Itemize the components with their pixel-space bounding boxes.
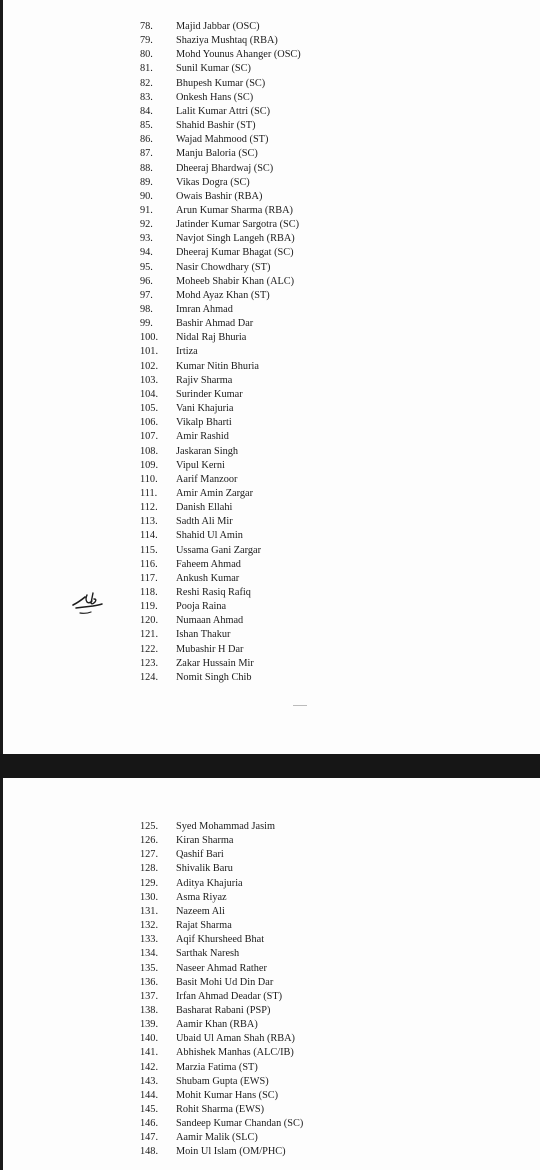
document-page-2 (3, 778, 540, 1170)
entry-number: 141. (140, 1047, 159, 1059)
entry-number: 103. (140, 374, 159, 386)
entry-name: Vipul Kerni (176, 459, 225, 471)
entry-number: 138. (140, 1004, 159, 1016)
entry-name: Abhishek Manhas (ALC/IB) (176, 1047, 294, 1059)
entry-name: Ubaid Ul Aman Shah (RBA) (176, 1033, 295, 1045)
entry-number: 102. (140, 360, 159, 372)
entry-name: Mohd Ayaz Khan (ST) (176, 289, 270, 301)
page-gap (0, 754, 540, 778)
entry-name: Sunil Kumar (SC) (176, 63, 251, 75)
entry-name: Wajad Mahmood (ST) (176, 134, 269, 146)
entry-number: 89. (140, 176, 153, 188)
entry-number: 84. (140, 105, 153, 117)
entry-name: Vani Khajuria (176, 403, 234, 415)
entry-name: Qashif Bari (176, 849, 224, 861)
entry-name: Ishan Thakur (176, 629, 231, 641)
entry-number: 125. (140, 821, 159, 832)
entry-number: 101. (140, 346, 159, 358)
entry-number: 145. (140, 1104, 159, 1115)
entry-number: 90. (140, 190, 153, 202)
entry-name: Sarthak Naresh (176, 948, 240, 960)
entry-name: Asma Riyaz (176, 891, 227, 903)
entry-number: 88. (140, 162, 153, 174)
entry-name: Ankush Kumar (176, 572, 240, 584)
entry-name: Aqif Khursheed Bhat (176, 934, 265, 946)
entry-name: Dheeraj Kumar Bhagat (SC) (176, 247, 294, 259)
entry-name: Imran Ahmad (176, 304, 233, 315)
entry-number: 81. (140, 63, 153, 75)
entry-name: Nasir Chowdhary (ST) (176, 261, 271, 273)
entry-number: 137. (140, 990, 159, 1002)
entry-number: 95. (140, 261, 153, 273)
entry-name: Syed Mohammad Jasim (176, 821, 275, 832)
entry-number: 110. (140, 473, 158, 485)
entry-number: 139. (140, 1019, 159, 1031)
entry-name: Mohit Kumar Hans (SC) (176, 1089, 279, 1101)
entry-name: Kumar Nitin Bhuria (176, 360, 259, 372)
entry-number: 143. (140, 1075, 159, 1087)
entry-name: Irtiza (176, 346, 198, 358)
entry-number: 134. (140, 948, 159, 960)
entry-name: Basharat Rabani (PSP) (176, 1004, 271, 1016)
entry-number: 147. (140, 1132, 159, 1144)
entry-name: Irfan Ahmad Deadar (ST) (176, 990, 283, 1002)
entry-number: 107. (140, 431, 159, 443)
entry-number: 111. (140, 487, 158, 499)
entry-number: 78. (140, 21, 153, 32)
entry-number: 123. (140, 657, 159, 669)
entry-name: Arun Kumar Sharma (RBA) (176, 204, 293, 216)
entry-name: Onkesh Hans (SC) (176, 91, 254, 103)
entry-number: 144. (140, 1089, 159, 1101)
entry-name: Shivalik Baru (176, 863, 233, 875)
handwritten-signature (69, 583, 105, 619)
entry-name: Moin Ul Islam (OM/PHC) (176, 1146, 286, 1158)
entry-name: Sandeep Kumar Chandan (SC) (176, 1118, 304, 1130)
entry-name: Nomit Singh Chib (176, 671, 252, 683)
entry-name: Danish Ellahi (176, 502, 233, 514)
entry-number: 127. (140, 849, 159, 861)
entry-number: 140. (140, 1033, 159, 1045)
entry-number: 87. (140, 148, 153, 160)
entry-name: Rajiv Sharma (176, 374, 233, 386)
entry-name: Navjot Singh Langeh (RBA) (176, 233, 295, 245)
entry-name: Mubashir H Dar (176, 643, 244, 655)
entry-number: 100. (140, 332, 159, 344)
entry-number: 112. (140, 502, 158, 514)
entry-number: 113. (140, 516, 158, 528)
entry-name: Bhupesh Kumar (SC) (176, 77, 266, 89)
entry-number: 79. (140, 35, 153, 47)
entry-number: 142. (140, 1061, 159, 1073)
entry-name: Faheem Ahmad (176, 558, 241, 570)
entry-name: Shaziya Mushtaq (RBA) (176, 35, 278, 47)
entry-number: 132. (140, 920, 159, 932)
entry-number: 98. (140, 304, 153, 315)
entry-name: Owais Bashir (RBA) (176, 190, 263, 202)
entry-number: 104. (140, 388, 159, 400)
entry-number: 94. (140, 247, 153, 259)
document-page-1 (3, 0, 540, 754)
entry-number: 96. (140, 275, 153, 287)
entry-name: Kiran Sharma (176, 835, 234, 847)
entry-number: 130. (140, 891, 159, 903)
entry-name: Vikas Dogra (SC) (176, 176, 250, 188)
entry-name: Dheeraj Bhardwaj (SC) (176, 162, 274, 174)
entry-number: 116. (140, 558, 158, 570)
entry-name: Aarif Manzoor (176, 473, 238, 485)
entry-number: 120. (140, 615, 159, 627)
entry-name: Shahid Ul Amin (176, 530, 243, 542)
entry-number: 99. (140, 318, 153, 330)
entry-number: 148. (140, 1146, 159, 1158)
entry-name: Basit Mohi Ud Din Dar (176, 976, 274, 988)
entry-number: 131. (140, 905, 159, 917)
entry-name: Zakar Hussain Mir (176, 657, 254, 669)
entry-number: 83. (140, 91, 153, 103)
entry-name: Numaan Ahmad (176, 615, 244, 627)
entry-name: Nidal Raj Bhuria (176, 332, 247, 344)
entry-name: Lalit Kumar Attri (SC) (176, 105, 271, 117)
entry-name: Amir Amin Zargar (176, 487, 254, 499)
scan-speck (293, 705, 307, 706)
entry-number: 129. (140, 877, 159, 889)
entry-name: Mohd Younus Ahanger (OSC) (176, 49, 301, 61)
entry-number: 92. (140, 219, 153, 231)
entry-number: 117. (140, 572, 158, 584)
entry-number: 93. (140, 233, 153, 245)
entry-number: 118. (140, 587, 158, 598)
entry-number: 105. (140, 403, 159, 415)
entry-number: 85. (140, 120, 153, 132)
entry-name: Ussama Gani Zargar (176, 544, 262, 556)
entry-number: 109. (140, 459, 159, 471)
entry-name: Manju Baloria (SC) (176, 148, 258, 160)
entry-number: 146. (140, 1118, 159, 1130)
entry-number: 106. (140, 417, 159, 429)
entry-name: Jatinder Kumar Sargotra (SC) (176, 219, 300, 231)
entry-number: 124. (140, 671, 159, 683)
entry-number: 114. (140, 530, 158, 542)
entry-name: Moheeb Shabir Khan (ALC) (176, 275, 295, 287)
entry-number: 115. (140, 544, 158, 556)
entry-name: Pooja Raina (176, 601, 227, 613)
entry-name: Shahid Bashir (ST) (176, 120, 256, 132)
entry-name: Shubam Gupta (EWS) (176, 1075, 269, 1087)
entry-name: Reshi Rasiq Rafiq (176, 587, 251, 598)
entry-name: Aamir Malik (SLC) (176, 1132, 258, 1144)
entry-number: 80. (140, 49, 153, 61)
entry-number: 135. (140, 962, 159, 974)
entry-number: 82. (140, 77, 153, 89)
entry-number: 133. (140, 934, 159, 946)
entry-name: Nazeem Ali (176, 905, 225, 917)
entry-name: Naseer Ahmad Rather (176, 962, 267, 974)
entry-name: Aditya Khajuria (176, 877, 243, 889)
entry-number: 128. (140, 863, 159, 875)
entry-name: Rohit Sharma (EWS) (176, 1104, 265, 1115)
entry-number: 122. (140, 643, 159, 655)
entry-number: 91. (140, 204, 153, 216)
entry-number: 86. (140, 134, 153, 146)
entry-name: Surinder Kumar (176, 388, 243, 400)
entry-number: 108. (140, 445, 159, 457)
entry-name: Sadth Ali Mir (176, 516, 233, 528)
entry-name: Vikalp Bharti (176, 417, 232, 429)
entry-number: 136. (140, 976, 159, 988)
entry-name: Bashir Ahmad Dar (176, 318, 254, 330)
entry-number: 126. (140, 835, 159, 847)
entry-number: 121. (140, 629, 159, 641)
entry-name: Amir Rashid (176, 431, 229, 443)
entry-number: 97. (140, 289, 153, 301)
entry-name: Marzia Fatima (ST) (176, 1061, 258, 1073)
entry-name: Majid Jabbar (OSC) (176, 21, 260, 32)
entry-name: Rajat Sharma (176, 920, 232, 932)
entry-number: 119. (140, 601, 158, 613)
entry-name: Jaskaran Singh (176, 445, 239, 457)
entry-name: Aamir Khan (RBA) (176, 1019, 258, 1031)
